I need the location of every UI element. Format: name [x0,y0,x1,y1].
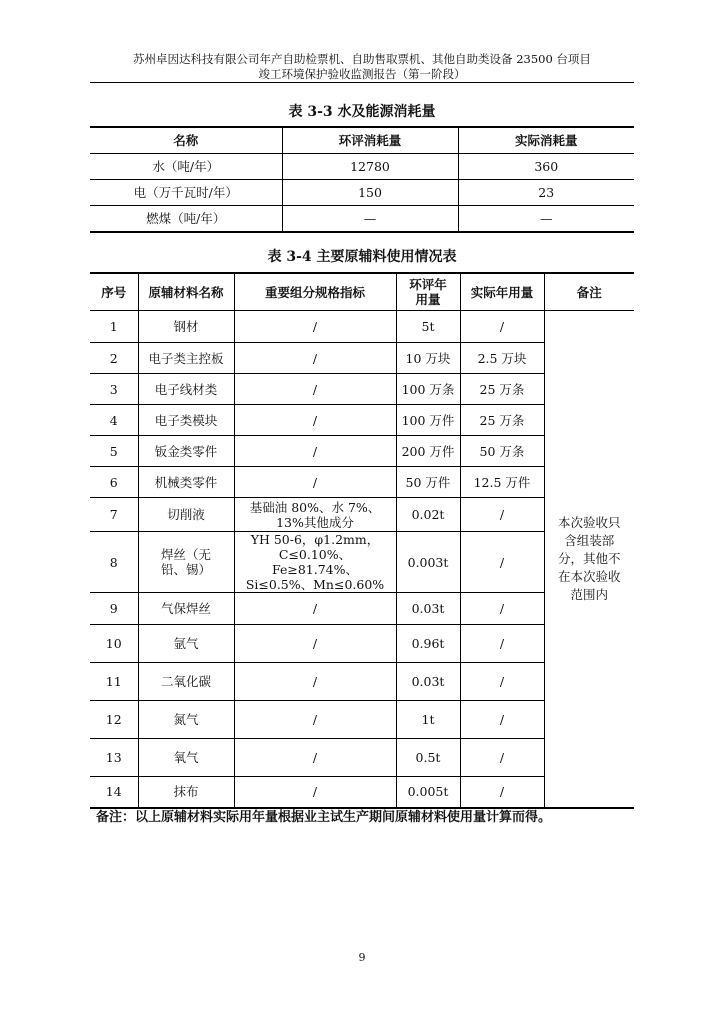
water-energy-table [90,126,634,233]
table-cell: 50 万条 [460,436,544,467]
table-cell: 1 [90,311,138,343]
table-cell: 10 [90,625,138,663]
table-cell: 100 万条 [396,374,460,405]
table-cell: 360 [458,154,634,180]
table-cell: / [234,777,396,808]
table-cell: 燃煤（吨/年） [146,211,226,226]
table-cell: 12780 [282,154,458,180]
table-cell: 钣金类零件 [138,436,234,467]
table-cell: / [460,311,544,343]
table-row [90,154,634,180]
table-cell: 50 万件 [396,467,460,498]
table-cell: — [282,206,458,233]
table-cell: 0.02t [396,498,460,532]
raw-materials-table [90,272,634,809]
table-cell: 0.5t [396,739,460,777]
table-cell: / [234,593,396,625]
table-cell: 25 万条 [460,374,544,405]
table-cell: 2.5 万块 [460,343,544,374]
remark-text: 本次验收只含组装部分，其他不在本次验收范围内 [557,514,621,602]
table-footnote: 备注：以上原辅材料实际用年量根据业主试生产期间原辅材料使用量计算而得。 [96,810,552,825]
column-header: 原辅材料名称 [138,273,234,311]
report-header [90,52,634,82]
table-header-row [90,127,634,154]
table-cell: / [460,532,544,593]
table-cell: 2 [90,343,138,374]
column-header: 实际消耗量 [458,127,634,154]
column-header: 实际年用量 [460,273,544,311]
table-header-row [90,273,634,311]
column-header [234,273,396,311]
table-cell: 机械类零件 [138,467,234,498]
table-cell: / [460,625,544,663]
table-cell: 水（吨/年） [90,154,282,180]
table-cell [138,532,234,593]
table-cell: 5 [90,436,138,467]
column-header-text: 重要组分规格指标 [265,284,366,300]
table-3-3-caption: 表 3-3 水及能源消耗量 [288,104,436,120]
column-header: 名称 [90,127,282,154]
table-cell: 13 [90,739,138,777]
table-cell: 200 万件 [396,436,460,467]
table-cell: 氮气 [138,701,234,739]
table-cell: 4 [90,405,138,436]
table-cell: / [234,663,396,701]
cell-text: 焊丝（无铅、锡） [160,547,211,577]
table-cell [234,532,396,593]
table-cell: 二氧化碳 [138,663,234,701]
table-cell: / [234,311,396,343]
table-row [90,311,634,343]
header-line-1: 苏州卓因达科技有限公司年产自助检票机、自助售取票机、其他自助类设备 23500 台项目 [133,52,591,66]
table-cell: / [460,701,544,739]
table-cell: / [234,467,396,498]
table-cell: / [234,701,396,739]
table-cell: / [460,777,544,808]
table-cell: 5t [396,311,460,343]
table-cell: 14 [90,777,138,808]
table-cell: / [460,498,544,532]
column-header: 备注 [544,273,634,311]
table-cell: 氩气 [138,625,234,663]
table-cell: 25 万条 [460,405,544,436]
table-cell: / [460,663,544,701]
table-cell: 1t [396,701,460,739]
table-cell: / [460,739,544,777]
table-cell: / [234,625,396,663]
column-header-text: 环评年用量 [409,277,447,307]
table-cell: 0.96t [396,625,460,663]
table-cell: 8 [90,532,138,593]
table-cell: 10 万块 [396,343,460,374]
table-cell: 抹布 [138,777,234,808]
table-cell: / [234,436,396,467]
table-cell: / [234,374,396,405]
table-cell: 150 [282,180,458,206]
table-cell: / [460,593,544,625]
table-row [90,180,634,206]
table-cell: 23 [458,180,634,206]
table-3-4-caption: 表 3-4 主要原辅料使用情况表 [267,249,457,265]
page-number: 9 [358,951,366,964]
table-row [90,206,634,233]
table-cell: / [234,739,396,777]
table-cell: 7 [90,498,138,532]
cell-text: 基础油 80%、水 7%、13%其他成分 [249,499,381,530]
cell-text: YH 50-6，φ1.2mm，C≤0.10%、Fe≥81.74%、Si≤0.5%、Mn≤0.60% [245,532,385,592]
table-cell: 0.03t [396,593,460,625]
table-cell: 12 [90,701,138,739]
table-cell: 0.005t [396,777,460,808]
table-cell: 6 [90,467,138,498]
column-header: 环评消耗量 [282,127,458,154]
table-cell: / [234,405,396,436]
table-cell [234,498,396,532]
table-cell: 9 [90,593,138,625]
table-cell: 100 万件 [396,405,460,436]
table-cell: 钢材 [138,311,234,343]
table-cell: 11 [90,663,138,701]
column-header [396,273,460,311]
table-cell: — [458,206,634,233]
table-cell: 0.03t [396,663,460,701]
table-cell: 0.003t [396,532,460,593]
remark-cell [544,311,634,808]
table-cell: 气保焊丝 [138,593,234,625]
column-header: 序号 [90,273,138,311]
table-cell: 电子类主控板 [138,343,234,374]
table-cell: 氧气 [138,739,234,777]
table-cell: 电子类模块 [138,405,234,436]
table-cell: 切削液 [138,498,234,532]
header-line-2: 竣工环境保护验收监测报告（第一阶段） [258,67,466,81]
table-cell: 12.5 万件 [460,467,544,498]
table-cell: 3 [90,374,138,405]
table-cell: / [234,343,396,374]
table-cell: 电（万千瓦时/年） [90,180,282,206]
header-rule [90,82,634,83]
table-cell: 电子线材类 [138,374,234,405]
